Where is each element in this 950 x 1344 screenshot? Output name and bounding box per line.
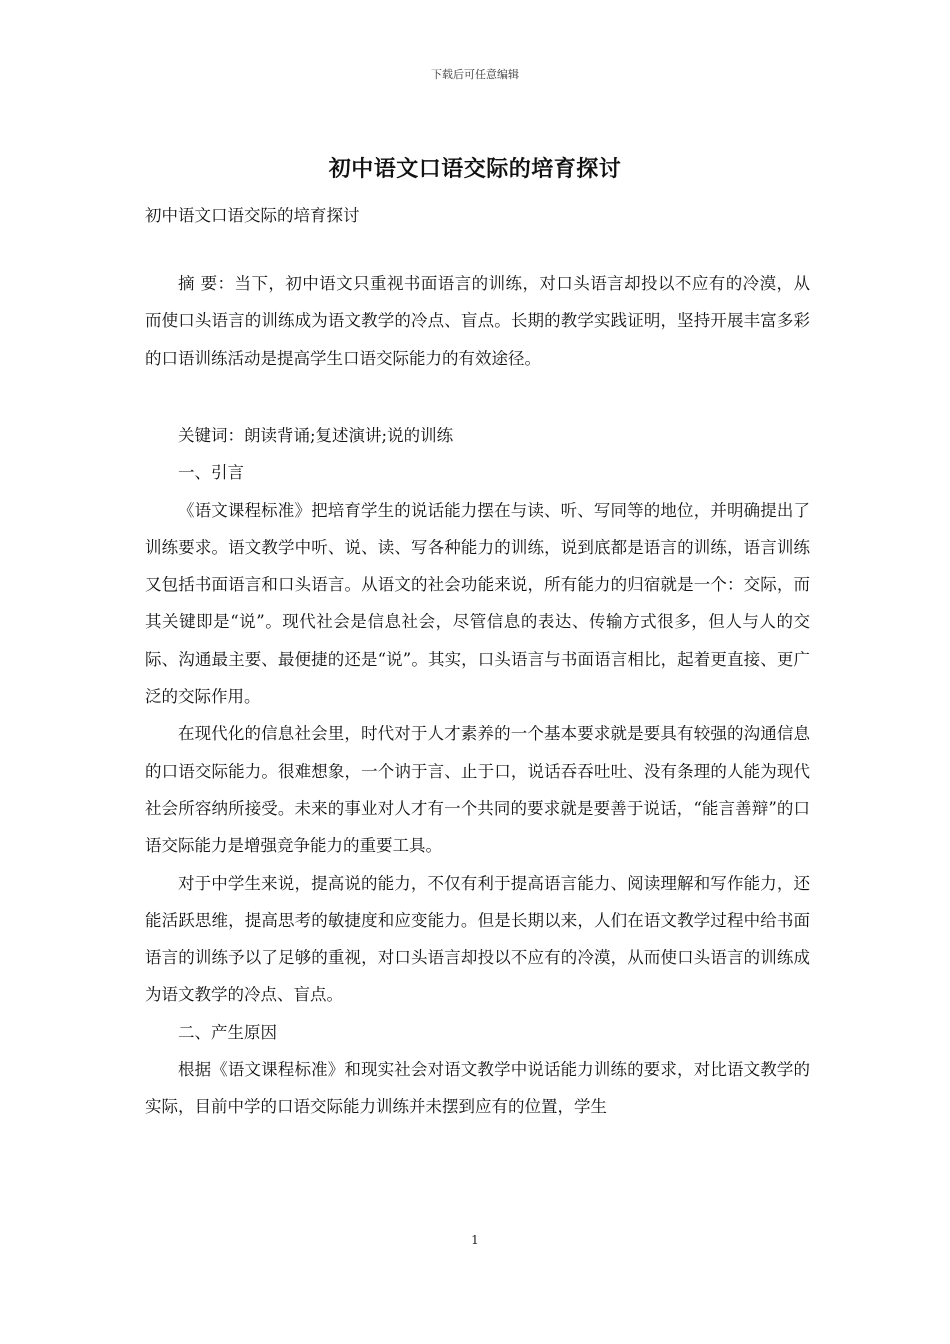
document-subtitle: 初中语文口语交际的培育探讨 [145, 206, 360, 225]
body-paragraph: 《语文课程标准》把培育学生的说话能力摆在与读、听、写同等的地位，并明确提出了训练要求。语文教学中听、说、读、写各种能力的训练，说到底都是语言的训练，语言训练又包括书面语言和口头语言。从语文的社会功能来说，所有能力的归宿就是一个：交际，而其关键即是“说”。现代社会是信息社会，尽管信息的表达、传输方式很多，但人与人的交际、沟通最主要、最便捷的还是“说”。其实，口头语言与书面语言相比，起着更直接、更广泛的交际作用。 [145, 500, 810, 707]
document-title: 初中语文口语交际的培育探讨 [328, 156, 622, 182]
keywords-line: 关键词：朗读背诵;复述演讲;说的训练 [178, 426, 454, 445]
abstract-paragraph: 摘 要：当下，初中语文只重视书面语言的训练，对口头语言却投以不应有的冷漠，从而使口头语言的训练成为语文教学的冷点、盲点。长期的教学实践证明，坚持开展丰富多彩的口语训练活动是提高学生口语交际能力的有效途径。 [145, 274, 810, 368]
section-heading-introduction: 一、引言 [178, 463, 244, 483]
body-paragraph: 对于中学生来说，提高说的能力，不仅有利于提高语言能力、阅读理解和写作能力，还能活跃思维，提高思考的敏捷度和应变能力。但是长期以来，人们在语文教学过程中给书面语言的训练予以了足够的重视，对口头语言却投以不应有的冷漠，从而使口头语言的训练成为语文教学的冷点、盲点。 [145, 873, 810, 1005]
abstract-section [145, 265, 810, 377]
page-number: 1 [471, 1233, 479, 1247]
page-header-note: 下载后可任意编辑 [431, 68, 519, 81]
document-body [145, 417, 810, 1126]
section-heading-causes: 二、产生原因 [178, 1022, 277, 1042]
body-paragraph: 根据《语文课程标准》和现实社会对语文教学中说话能力训练的要求，对比语文教学的实际，目前中学的口语交际能力训练并未摆到应有的位置，学生 [145, 1060, 810, 1117]
body-paragraph: 在现代化的信息社会里，时代对于人才素养的一个基本要求就是要具有较强的沟通信息的口语交际能力。很难想象，一个讷于言、止于口，说话吞吞吐吐、没有条理的人能为现代社会所容纳所接受。未来的事业对人才有一个共同的要求就是要善于说话，“能言善辩”的口语交际能力是增强竞争能力的重要工具。 [145, 724, 810, 856]
